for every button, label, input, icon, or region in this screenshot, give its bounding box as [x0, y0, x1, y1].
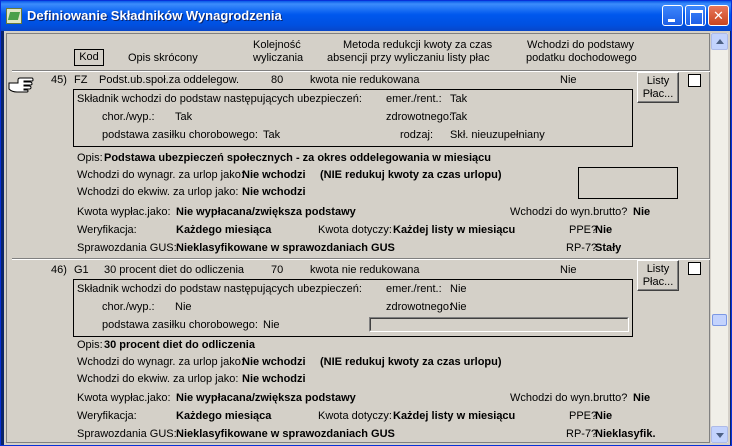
- brutto-value[interactable]: Nie: [633, 206, 651, 218]
- opis-long-value[interactable]: 30 procent diet do odliczenia: [104, 339, 255, 351]
- listy-plac-button[interactable]: [637, 260, 679, 291]
- header-metoda-2: absencji przy wyliczaniu listy płac: [327, 52, 490, 64]
- record-kolejnosc[interactable]: 80: [271, 74, 284, 86]
- chor-label: chor./wyp.:: [102, 111, 155, 123]
- ppe-value[interactable]: Nie: [595, 224, 613, 236]
- rp7-value[interactable]: Stały: [595, 242, 622, 254]
- emer-value[interactable]: Nie: [450, 283, 467, 295]
- weryf-value[interactable]: Każdego miesiąca: [176, 224, 272, 236]
- record-metoda[interactable]: kwota nie redukowana: [310, 74, 420, 86]
- wyplac-value[interactable]: Nie wypłacana/zwiększa podstawy: [176, 206, 356, 218]
- record-metoda[interactable]: kwota nie redukowana: [310, 264, 420, 276]
- opis-long-value[interactable]: Podstawa ubezpieczeń społecznych - za okres oddelegowania w miesiącu: [104, 152, 491, 164]
- ppe-label: PPE?: [569, 410, 598, 422]
- record-podatek[interactable]: Nie: [560, 74, 577, 86]
- ekwiw-label: Wchodzi do ekwiw. za urlop jako:: [77, 373, 239, 385]
- chor-label: chor./wyp.:: [102, 301, 155, 313]
- ekwiw-value[interactable]: Nie wchodzi: [242, 186, 306, 198]
- scroll-thumb[interactable]: [712, 314, 727, 326]
- record-separator: [12, 258, 710, 260]
- dotyczy-label: Kwota dotyczy:: [318, 410, 392, 422]
- record-kod[interactable]: FZ: [74, 74, 88, 86]
- opis-label: Opis:: [77, 339, 103, 351]
- rodzaj-field[interactable]: [369, 317, 629, 332]
- minimize-button[interactable]: [662, 5, 683, 26]
- dotyczy-value[interactable]: Każdej listy w miesiącu: [393, 410, 516, 422]
- emer-label: emer./rent.:: [386, 283, 442, 295]
- gus-value[interactable]: Nieklasyfikowane w sprawozdaniach GUS: [176, 242, 395, 254]
- title-bar[interactable]: [1, 1, 731, 31]
- gus-label: Sprawozdania GUS:: [77, 428, 177, 440]
- weryf-label: Weryfikacja:: [77, 224, 137, 236]
- record-kolejnosc[interactable]: 70: [271, 264, 284, 276]
- record-number: 46): [51, 264, 67, 276]
- rodzaj-value[interactable]: Skł. nieuzupełniany: [450, 129, 545, 141]
- zdrow-label: zdrowotnego:: [386, 301, 453, 313]
- header-metoda-1: Metoda redukcji kwoty za czas: [343, 39, 493, 51]
- urlop-value[interactable]: Nie wchodzi: [242, 169, 306, 181]
- record-number: 45): [51, 74, 67, 86]
- select-checkbox[interactable]: [688, 74, 701, 87]
- urlop-value[interactable]: Nie wchodzi: [242, 356, 306, 368]
- record-kod[interactable]: G1: [74, 264, 89, 276]
- emer-label: emer./rent.:: [386, 93, 442, 105]
- listy-label-2: Płac...: [642, 276, 674, 288]
- scroll-down-icon[interactable]: [711, 426, 728, 443]
- ppe-value[interactable]: Nie: [595, 410, 613, 422]
- urlop-label: Wchodzi do wynagr. za urlop jako:: [77, 169, 244, 181]
- skladnik-label: Składnik wchodzi do podstaw następujących ubezpieczeń:: [77, 93, 362, 105]
- ppe-label: PPE?: [569, 224, 598, 236]
- header-opis: Opis skrócony: [128, 52, 198, 64]
- listy-label-1: Listy: [646, 263, 670, 275]
- ekwiw-value[interactable]: Nie wchodzi: [242, 373, 306, 385]
- zdrow-label: zdrowotnego:: [386, 111, 453, 123]
- brutto-label: Wchodzi do wyn.brutto?: [510, 206, 628, 218]
- listy-plac-button[interactable]: [637, 72, 679, 103]
- empty-box: [578, 167, 678, 199]
- zasilek-label: podstawa zasiłku chorobowego:: [102, 319, 258, 331]
- window-title: Definiowanie Składników Wynagrodzenia: [27, 8, 282, 23]
- records-panel: [6, 33, 710, 443]
- zdrow-value[interactable]: Tak: [450, 111, 468, 123]
- listy-label-1: Listy: [646, 75, 670, 87]
- urlop-label: Wchodzi do wynagr. za urlop jako:: [77, 356, 244, 368]
- record-opis[interactable]: 30 procent diet do odliczenia: [104, 264, 245, 276]
- header-kolejnosc-2: wyliczania: [253, 52, 304, 64]
- gus-value[interactable]: Nieklasyfikowane w sprawozdaniach GUS: [176, 428, 395, 440]
- zasilek-value[interactable]: Tak: [263, 129, 281, 141]
- brutto-value[interactable]: Nie: [633, 392, 651, 404]
- header-kolejnosc-1: Kolejność: [253, 39, 301, 51]
- wyplac-label: Kwota wypłac.jako:: [77, 206, 171, 218]
- rodzaj-label: rodzaj:: [400, 129, 434, 141]
- chor-value[interactable]: Tak: [175, 111, 193, 123]
- zasilek-label: podstawa zasiłku chorobowego:: [102, 129, 258, 141]
- vertical-scrollbar[interactable]: [711, 33, 728, 443]
- urlop-note: (NIE redukuj kwoty za czas urlopu): [320, 169, 502, 181]
- wyplac-label: Kwota wypłac.jako:: [77, 392, 171, 404]
- header-wchodzi-2: podatku dochodowego: [526, 52, 637, 64]
- dotyczy-label: Kwota dotyczy:: [318, 224, 392, 236]
- ekwiw-label: Wchodzi do ekwiw. za urlop jako:: [77, 186, 239, 198]
- zasilek-value[interactable]: Nie: [263, 319, 280, 331]
- wyplac-value[interactable]: Nie wypłacana/zwiększa podstawy: [176, 392, 356, 404]
- skladnik-label: Składnik wchodzi do podstaw następujących ubezpieczeń:: [77, 283, 362, 295]
- pointing-hand-icon: [8, 75, 34, 93]
- maximize-button[interactable]: [685, 5, 706, 26]
- header-wchodzi-1: Wchodzi do podstawy: [527, 39, 634, 51]
- emer-value[interactable]: Tak: [450, 93, 468, 105]
- select-checkbox[interactable]: [688, 262, 701, 275]
- opis-label: Opis:: [77, 152, 103, 164]
- app-icon[interactable]: [6, 8, 22, 24]
- header-separator: [12, 70, 710, 72]
- close-button[interactable]: ✕: [708, 5, 729, 26]
- listy-label-2: Płac...: [642, 88, 674, 100]
- rp7-label: RP-7?: [566, 242, 598, 254]
- rp7-label: RP-7?: [566, 428, 598, 440]
- weryf-value[interactable]: Każdego miesiąca: [176, 410, 272, 422]
- chor-value[interactable]: Nie: [175, 301, 192, 313]
- urlop-note: (NIE redukuj kwoty za czas urlopu): [320, 356, 502, 368]
- sort-kod-button[interactable]: Kod: [74, 49, 104, 66]
- zdrow-value[interactable]: Nie: [450, 301, 467, 313]
- brutto-label: Wchodzi do wyn.brutto?: [510, 392, 628, 404]
- record-opis[interactable]: Podst.ub.społ.za oddelegow.: [99, 74, 240, 86]
- scroll-up-icon[interactable]: [711, 33, 728, 50]
- dotyczy-value[interactable]: Każdej listy w miesiącu: [393, 224, 516, 236]
- weryf-label: Weryfikacja:: [77, 410, 137, 422]
- rp7-value[interactable]: Nieklasyfik.: [595, 428, 656, 440]
- record-podatek[interactable]: Nie: [560, 264, 577, 276]
- client-area: [4, 31, 730, 445]
- gus-label: Sprawozdania GUS:: [77, 242, 177, 254]
